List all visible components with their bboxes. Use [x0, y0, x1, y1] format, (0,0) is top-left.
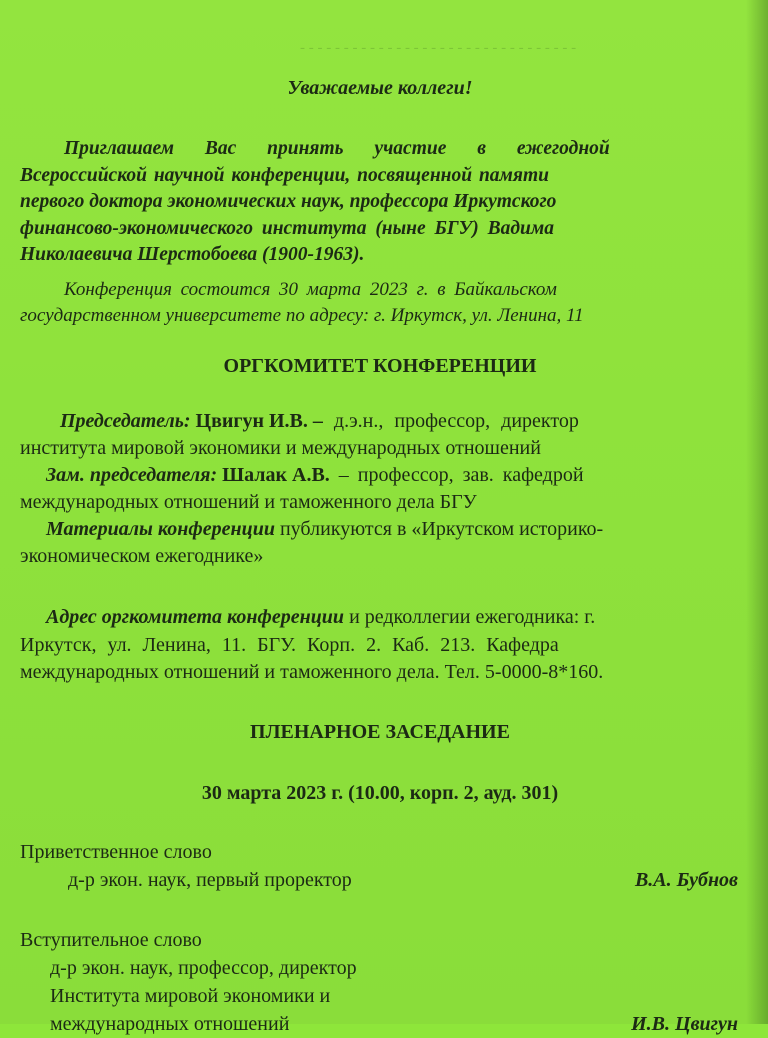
show-through-text: - - - - - - - - - - - - - - - - - - - - - - - - - - - - - - - - — [300, 40, 577, 54]
venue-paragraph — [20, 277, 740, 329]
plenary-item-role: д-р экон. наук, профессор, директор — [50, 957, 357, 979]
plenary-item — [20, 838, 738, 894]
chair-name: Цвигун И.В. – — [195, 410, 323, 432]
committee-heading: ОРГКОМИТЕТ КОНФЕРЕНЦИИ — [223, 355, 537, 377]
address-description-cont: международных отношений и таможенного дела. Тел. 5-0000-8*160. — [20, 661, 604, 683]
vice-chair-description: – профессор, зав. кафедрой — [329, 464, 584, 486]
plenary-item — [20, 926, 738, 1038]
plenary-item-title: Вступительное слово — [20, 929, 202, 951]
venue-line: Конференция состоится 30 марта 2023 г. в Байкальском — [64, 279, 557, 300]
invitation-paragraph — [20, 136, 740, 269]
invitation-line: Николаевича Шерстобоева (1900-1963). — [20, 244, 365, 265]
plenary-item-role: международных отношений — [50, 1013, 290, 1035]
address-section — [20, 604, 740, 687]
materials-description: публикуются в «Иркутском историко- — [274, 518, 604, 540]
plenary-item-speaker: И.В. Цвигун — [631, 1013, 738, 1035]
plenary-item-role: д-р экон. наук, первый проректор — [68, 869, 352, 891]
greeting: Уважаемые коллеги! — [287, 77, 473, 99]
plenary-datetime: 30 марта 2023 г. (10.00, корп. 2, ауд. 301) — [201, 782, 559, 804]
plenary-item-title: Приветственное слово — [20, 841, 212, 863]
vice-chair-name: Шалак А.В. — [222, 464, 330, 486]
invitation-line: Приглашаем Вас принять участие в ежегодной — [64, 138, 610, 159]
invitation-line: финансово-экономического института (ныне БГУ) Вадима — [20, 217, 555, 239]
plenary-item-role: Института мировой экономики и — [50, 985, 331, 1007]
plenary-item-speaker: В.А. Бубнов — [634, 869, 738, 891]
committee-section — [20, 408, 740, 570]
address-description-cont: Иркутск, ул. Ленина, 11. БГУ. Корп. 2. Каб. 213. Кафедра — [20, 633, 559, 656]
address-label: Адрес оргкомитета конференции — [46, 606, 345, 628]
chair-description-cont: института мировой экономики и международных отношений — [20, 437, 541, 459]
chair-description: д.э.н., профессор, директор — [322, 410, 579, 432]
materials-description-cont: экономическом ежегоднике» — [20, 545, 264, 567]
vice-chair-label: Зам. председателя: — [46, 464, 218, 486]
chair-label: Председатель: — [60, 410, 191, 432]
invitation-line: Всероссийской научной конференции, посвященной памяти — [20, 164, 549, 186]
vice-chair-description-cont: международных отношений и таможенного дела БГУ — [20, 491, 477, 513]
page-edge-shadow — [746, 0, 768, 1024]
invitation-line: первого доктора экономических наук, профессора Иркутского — [20, 191, 557, 212]
materials-label: Материалы конференции — [46, 518, 275, 540]
venue-line: государственном университете по адресу: г. Иркутск, ул. Ленина, 11 — [20, 305, 584, 326]
address-description: и редколлегии ежегодника: г. — [344, 606, 596, 628]
plenary-heading: ПЛЕНАРНОЕ ЗАСЕДАНИЕ — [250, 721, 510, 743]
